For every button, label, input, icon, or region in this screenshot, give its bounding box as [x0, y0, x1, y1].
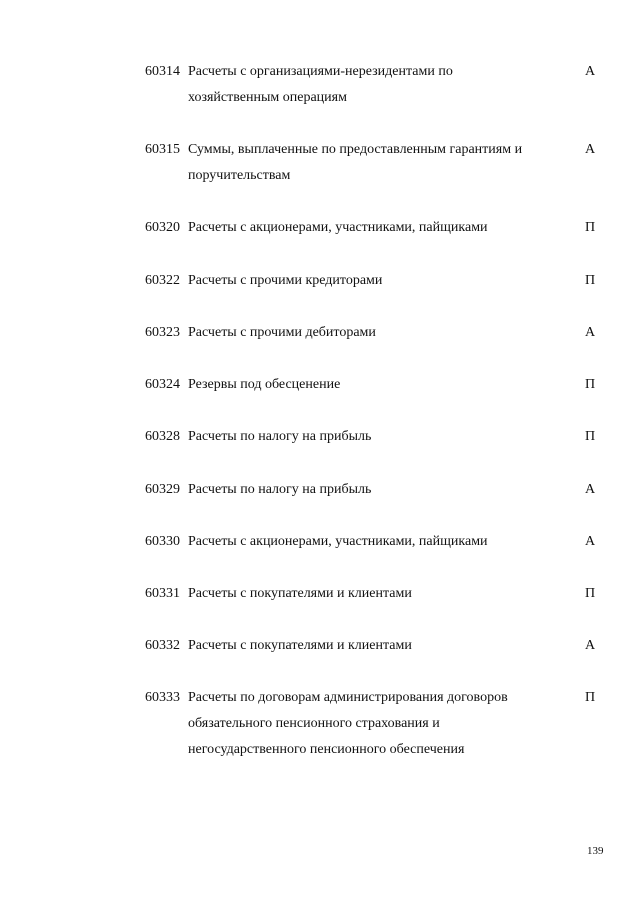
account-description — [188, 137, 568, 189]
description-line: поручительствам — [188, 168, 291, 183]
description-line: Расчеты с организациями-нерезидентами по — [188, 64, 453, 79]
account-description — [188, 424, 568, 450]
account-side: П — [585, 377, 596, 392]
account-code: 60323 — [145, 325, 180, 340]
account-side: А — [585, 482, 596, 497]
account-side: П — [585, 273, 596, 288]
page-number: 139 — [587, 845, 604, 857]
description-line: Расчеты с прочими кредиторами — [188, 273, 383, 288]
account-code: 60329 — [145, 482, 180, 497]
account-side: А — [585, 142, 596, 157]
account-side: П — [585, 690, 596, 705]
description-line: Суммы, выплаченные по предоставленным гарантиям и — [188, 142, 523, 157]
account-code: 60333 — [145, 690, 180, 705]
description-line: Резервы под обесценение — [188, 377, 341, 392]
description-line: Расчеты с акционерами, участниками, пайщиками — [188, 220, 488, 235]
account-description — [188, 215, 568, 241]
account-description — [188, 320, 568, 346]
account-code: 60322 — [145, 273, 180, 288]
account-code: 60330 — [145, 534, 180, 549]
account-side: П — [585, 220, 596, 235]
account-code: 60320 — [145, 220, 180, 235]
account-side: П — [585, 429, 596, 444]
description-line: Расчеты по налогу на прибыль — [188, 429, 372, 444]
description-line: Расчеты с покупателями и клиентами — [188, 638, 412, 653]
account-side: А — [585, 325, 596, 340]
account-description — [188, 59, 568, 111]
account-code: 60328 — [145, 429, 180, 444]
account-description — [188, 685, 568, 763]
description-line: Расчеты с акционерами, участниками, пайщиками — [188, 534, 488, 549]
account-description — [188, 633, 568, 659]
account-description — [188, 529, 568, 555]
account-side: П — [585, 586, 596, 601]
description-line: Расчеты по налогу на прибыль — [188, 482, 372, 497]
description-line: хозяйственным операциям — [188, 90, 347, 105]
account-code: 60331 — [145, 586, 180, 601]
account-side: А — [585, 64, 596, 79]
account-code: 60315 — [145, 142, 180, 157]
account-description — [188, 372, 568, 398]
description-line: Расчеты по договорам администрирования договоров — [188, 690, 508, 705]
account-description — [188, 477, 568, 503]
description-line: Расчеты с прочими дебиторами — [188, 325, 376, 340]
account-side: А — [585, 638, 596, 653]
description-line: негосударственного пенсионного обеспечения — [188, 742, 465, 757]
account-code: 60332 — [145, 638, 180, 653]
description-line: Расчеты с покупателями и клиентами — [188, 586, 412, 601]
account-code: 60324 — [145, 377, 180, 392]
account-side: А — [585, 534, 596, 549]
account-description — [188, 581, 568, 607]
description-line: обязательного пенсионного страхования и — [188, 716, 440, 731]
account-description — [188, 268, 568, 294]
account-code: 60314 — [145, 64, 180, 79]
